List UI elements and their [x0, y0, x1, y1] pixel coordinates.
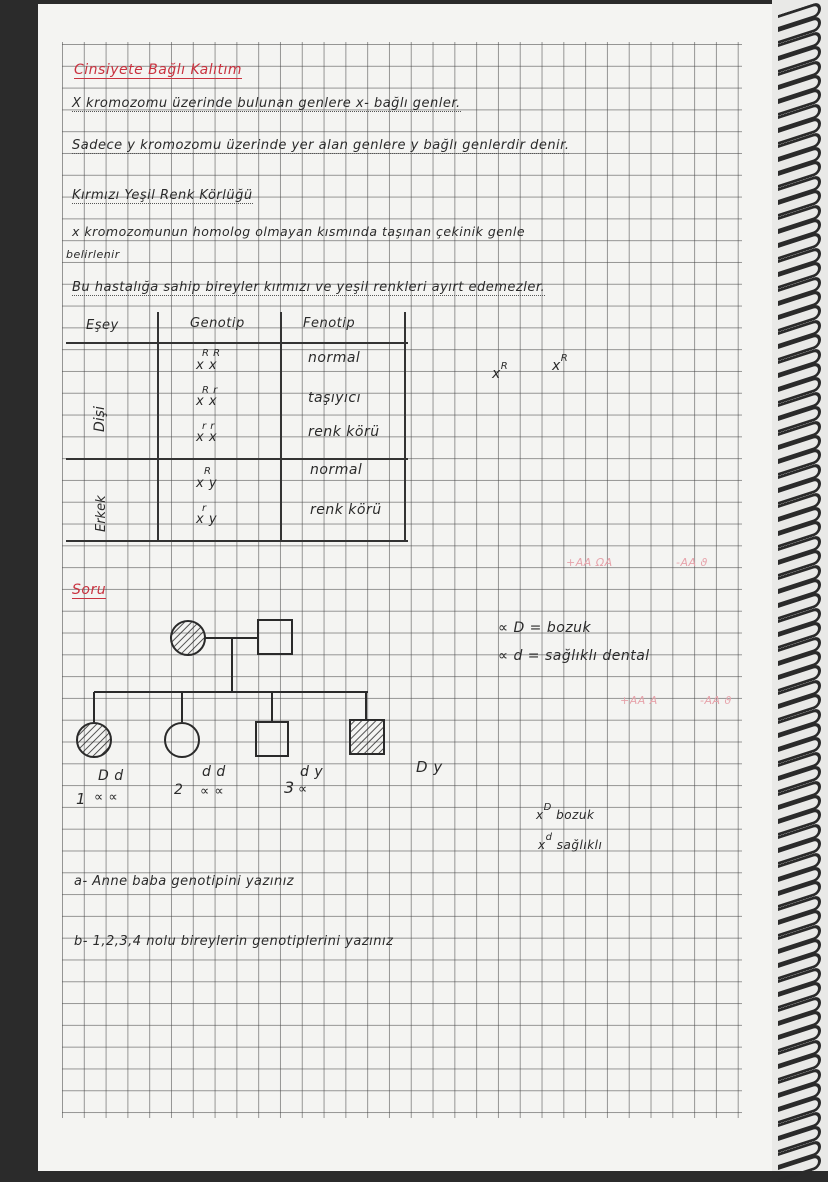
genotype-male-1-alleles: R [204, 466, 212, 477]
table-header-genotype: Genotip [190, 316, 245, 331]
phenotype-female-2: taşıyıcı [308, 390, 362, 406]
genotype-female-2-alleles: R r [202, 385, 218, 396]
side-note-xR-1: $x^R$ [492, 361, 509, 382]
question-a: a- Anne baba genotipini yazınız [74, 874, 295, 889]
genotype-female-2: x x R r [196, 385, 218, 409]
side-note-xR-2: $x^R$ [552, 353, 569, 374]
text-line-5: belirlenir [66, 248, 120, 261]
child-3-number: 3 [284, 778, 295, 797]
child-1-number: 1 [76, 790, 87, 808]
bleed-mark-4: -AA ϑ [700, 694, 732, 707]
child-3-genotype: d y [300, 764, 324, 780]
legend-D: ∝ D = bozuk [498, 620, 592, 636]
text-line-6: Bu hastalığa sahip bireyler kırmızı ve yeşil renkleri ayırt edemezler. [72, 280, 546, 295]
xd-note: $x^d$ sağlıklı [538, 832, 603, 852]
text-line-1: X kromozomu üzerinde bulunan genlere x- bağlı genler. [72, 96, 461, 111]
child-4-affected-male [350, 720, 384, 754]
child-2-female [165, 723, 199, 757]
child-3-symbols: ∝ [298, 782, 308, 797]
page-title: Cinsiyete Bağlı Kalıtım [74, 62, 243, 78]
genotype-female-1-alleles: R R [202, 348, 221, 359]
genotype-male-2-alleles: r [202, 503, 207, 514]
child-1-symbols: ∝ ∝ [94, 790, 119, 805]
bleed-mark-3: +AA A [620, 694, 658, 707]
child-4-genotype: D y [416, 758, 443, 776]
question-b: b- 1,2,3,4 nolu bireylerin genotiplerini yazınız [74, 934, 394, 949]
genotype-female-1: x x R R [196, 348, 221, 373]
table-header-phenotype: Fenotip [303, 316, 356, 331]
phenotype-female-1: normal [308, 350, 361, 366]
xD-note: $x^D$ bozuk [536, 802, 595, 822]
phenotype-female-3: renk körü [308, 424, 380, 440]
phenotype-male-2: renk körü [310, 502, 382, 518]
genotype-male-1: x y R [196, 466, 218, 491]
mother-affected-circle [171, 621, 205, 655]
phenotype-male-1: normal [310, 462, 363, 478]
father-square [258, 620, 292, 654]
legend-d: ∝ d = sağlıklı dental [498, 648, 650, 664]
bleed-mark-1: +AA ΩA [566, 556, 613, 569]
genotype-male-2: x y r [196, 503, 218, 527]
child-1-genotype: D d [98, 768, 124, 784]
text-line-3: Kırmızı Yeşil Renk Körlüğü [72, 188, 253, 203]
child-1-affected-female [77, 723, 111, 757]
question-label: Soru [72, 582, 107, 598]
group-label-female: Dişi [92, 406, 108, 432]
child-2-genotype: d d [202, 764, 226, 780]
genotype-female-3-alleles: r r [202, 421, 215, 432]
table-header-sex: Eşey [86, 318, 119, 333]
text-line-4: x kromozomunun homolog olmayan kısmında taşınan çekinik genle [72, 224, 526, 239]
bleed-mark-2: -AA ϑ [676, 556, 708, 569]
child-3-male [256, 722, 288, 756]
child-2-number: 2 [174, 782, 184, 798]
group-label-male: Erkek [94, 495, 109, 532]
genotype-female-3: x x r r [196, 421, 218, 445]
text-line-2: Sadece y kromozomu üzerinde yer alan genlere y bağlı genlerdir denir. [72, 138, 570, 153]
child-2-symbols: ∝ ∝ [200, 784, 225, 799]
